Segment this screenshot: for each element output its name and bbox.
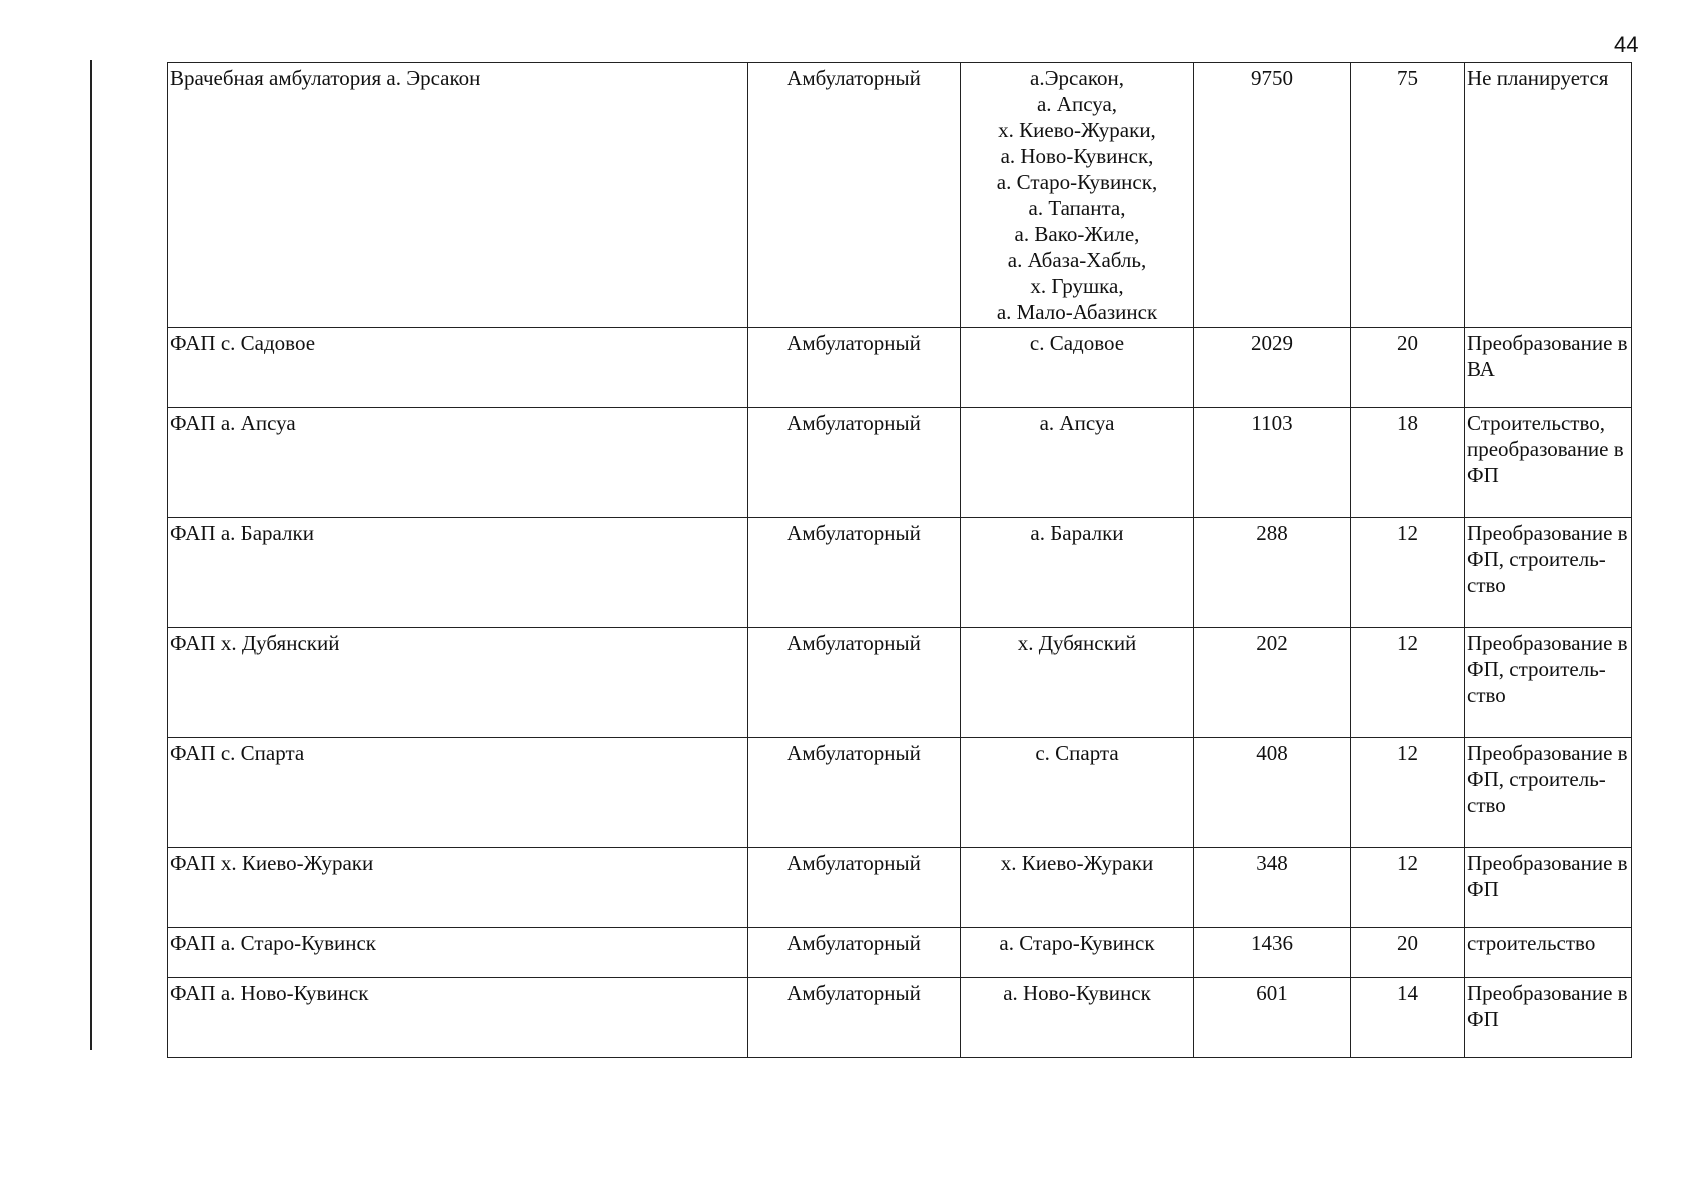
location-item: с. Садовое: [1029, 331, 1125, 355]
plan-cell: Преобразование в ФП, строитель-ство: [1465, 628, 1632, 738]
facility-name-cell: ФАП х. Киево-Жураки: [168, 848, 748, 928]
table-row: [168, 63, 1632, 328]
population-cell: 1103: [1194, 408, 1351, 518]
staff-cell: 14: [1351, 978, 1465, 1058]
facility-name-cell: Врачебная амбулатория а. Эрсакон: [168, 63, 748, 328]
location-item: а. Абаза-Хабль,: [1007, 248, 1147, 272]
location-item: а. Ново-Кувинск: [1003, 981, 1151, 1005]
plan-cell: строительство: [1465, 928, 1632, 978]
facility-type-cell: Амбулаторный: [748, 63, 961, 328]
facility-name-cell: ФАП х. Дубянский: [168, 628, 748, 738]
facility-name-cell: ФАП с. Садовое: [168, 328, 748, 408]
facility-type-cell: Амбулаторный: [748, 628, 961, 738]
plan-cell: Строительство, преобразование в ФП: [1465, 408, 1632, 518]
staff-cell: 20: [1351, 328, 1465, 408]
served-locations-cell: [961, 738, 1194, 848]
location-item: а. Баралки: [1030, 521, 1124, 545]
page-number: 44: [1614, 32, 1639, 57]
facility-name-cell: ФАП с. Спарта: [168, 738, 748, 848]
population-cell: 1436: [1194, 928, 1351, 978]
table-row: [168, 628, 1632, 738]
facility-name-cell: ФАП а. Старо-Кувинск: [168, 928, 748, 978]
served-locations-cell: [961, 928, 1194, 978]
plan-cell: Не планируется: [1465, 63, 1632, 328]
location-item: а. Апсуа: [1039, 411, 1115, 435]
table-body: [168, 63, 1632, 1058]
served-locations-cell: [961, 328, 1194, 408]
served-locations-cell: [961, 848, 1194, 928]
location-item: а. Апсуа,: [1036, 92, 1118, 116]
table-row: [168, 328, 1632, 408]
facility-name-cell: ФАП а. Баралки: [168, 518, 748, 628]
location-item: х. Грушка,: [1030, 274, 1124, 298]
facility-type-cell: Амбулаторный: [748, 928, 961, 978]
population-cell: 9750: [1194, 63, 1351, 328]
table-row: [168, 738, 1632, 848]
plan-cell: Преобразование в ФП, строитель-ство: [1465, 518, 1632, 628]
served-locations-cell: [961, 978, 1194, 1058]
table-row: [168, 928, 1632, 978]
facility-name-cell: ФАП а. Ново-Кувинск: [168, 978, 748, 1058]
location-item: а. Старо-Кувинск,: [996, 170, 1158, 194]
location-item: а.Эрсакон,: [1030, 66, 1124, 90]
staff-cell: 75: [1351, 63, 1465, 328]
population-cell: 202: [1194, 628, 1351, 738]
table-row: [168, 848, 1632, 928]
location-item: с. Спарта: [1035, 741, 1119, 765]
table-row: [168, 518, 1632, 628]
table-row: [168, 978, 1632, 1058]
facility-type-cell: Амбулаторный: [748, 738, 961, 848]
staff-cell: 12: [1351, 738, 1465, 848]
staff-cell: 12: [1351, 628, 1465, 738]
staff-cell: 12: [1351, 518, 1465, 628]
plan-cell: Преобразование в ФП, строитель-ство: [1465, 738, 1632, 848]
served-locations-cell: [961, 518, 1194, 628]
plan-cell: Преобразование в ВА: [1465, 328, 1632, 408]
staff-cell: 18: [1351, 408, 1465, 518]
staff-cell: 20: [1351, 928, 1465, 978]
served-locations-cell: [961, 628, 1194, 738]
location-item: а. Ново-Кувинск,: [1000, 144, 1154, 168]
location-item: а. Мало-Абазинск: [996, 300, 1158, 324]
location-item: а. Тапанта,: [1028, 196, 1126, 220]
facilities-table: [167, 62, 1632, 1058]
facility-type-cell: Амбулаторный: [748, 408, 961, 518]
staff-cell: 12: [1351, 848, 1465, 928]
population-cell: 288: [1194, 518, 1351, 628]
location-item: х. Киево-Жураки,: [998, 118, 1156, 142]
margin-line: [90, 60, 92, 1050]
facility-type-cell: Амбулаторный: [748, 328, 961, 408]
facility-type-cell: Амбулаторный: [748, 978, 961, 1058]
population-cell: 2029: [1194, 328, 1351, 408]
location-item: х. Киево-Жураки: [1000, 851, 1154, 875]
location-item: а. Вако-Жиле,: [1014, 222, 1140, 246]
location-item: а. Старо-Кувинск: [999, 931, 1155, 955]
location-item: х. Дубянский: [1017, 631, 1137, 655]
served-locations-cell: [961, 408, 1194, 518]
facility-name-cell: ФАП а. Апсуа: [168, 408, 748, 518]
population-cell: 408: [1194, 738, 1351, 848]
plan-cell: Преобразование в ФП: [1465, 978, 1632, 1058]
plan-cell: Преобразование в ФП: [1465, 848, 1632, 928]
facility-type-cell: Амбулаторный: [748, 848, 961, 928]
facility-type-cell: Амбулаторный: [748, 518, 961, 628]
population-cell: 601: [1194, 978, 1351, 1058]
population-cell: 348: [1194, 848, 1351, 928]
served-locations-cell: [961, 63, 1194, 328]
table-row: [168, 408, 1632, 518]
